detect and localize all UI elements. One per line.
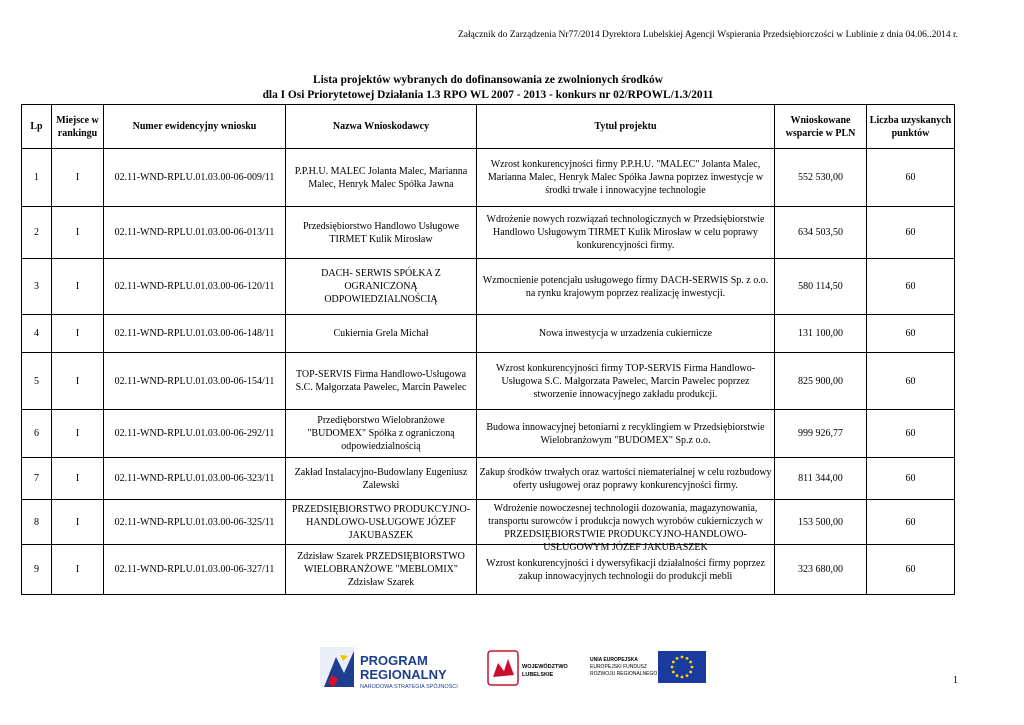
cell-numer: 02.11-WND-RPLU.01.03.00-06-292/11 — [104, 410, 286, 458]
cell-tytul: Wdrożenie nowych rozwiązań technologicznych w Przedsiębiorstwie Handlowo Usługowym TIRMET Kulik Mirosław w celu poprawy konkurencyjności firmy. — [477, 207, 775, 259]
col-header-numer: Numer ewidencyjny wniosku — [104, 105, 286, 149]
cell-numer: 02.11-WND-RPLU.01.03.00-06-009/11 — [104, 149, 286, 207]
table-row — [22, 410, 955, 458]
col-header-miejsce: Miejsce w rankingu — [52, 105, 104, 149]
cell-numer: 02.11-WND-RPLU.01.03.00-06-323/11 — [104, 458, 286, 500]
table-header-row — [22, 105, 955, 149]
cell-wsparcie: 825 900,00 — [775, 353, 867, 410]
cell-miejsce: I — [52, 545, 104, 595]
cell-punkty: 60 — [867, 410, 955, 458]
cell-wsparcie: 131 100,00 — [775, 315, 867, 353]
cell-lp: 1 — [22, 149, 52, 207]
col-header-punkty: Liczba uzyskanych punktów — [867, 105, 955, 149]
cell-punkty: 60 — [867, 353, 955, 410]
cell-wsparcie: 580 114,50 — [775, 259, 867, 315]
table-row — [22, 149, 955, 207]
cell-punkty: 60 — [867, 259, 955, 315]
col-header-lp: Lp — [22, 105, 52, 149]
eu-star-icon — [676, 657, 679, 660]
table-row — [22, 458, 955, 500]
col-header-wsparcie: Wnioskowane wsparcie w PLN — [775, 105, 867, 149]
col-header-tytul: Tytuł projektu — [477, 105, 775, 149]
woj-logo-line1: WOJEWÓDZTWO — [522, 664, 568, 670]
cell-punkty: 60 — [867, 207, 955, 259]
cell-nazwa: TOP-SERVIS Firma Handlowo-Usługowa S.C. Małgorzata Pawelec, Marcin Pawelec — [286, 353, 477, 410]
eu-star-icon — [681, 656, 684, 659]
col-header-nazwa: Nazwa Wnioskodawcy — [286, 105, 477, 149]
program-logo-line1: PROGRAM — [360, 653, 428, 668]
table-row — [22, 315, 955, 353]
cell-miejsce: I — [52, 207, 104, 259]
cell-nazwa: Przedięborstwo Wielobranżowe "BUDOMEX" Spółka z ograniczoną odpowiedzialnością — [286, 410, 477, 458]
cell-miejsce: I — [52, 259, 104, 315]
cell-miejsce: I — [52, 315, 104, 353]
cell-nazwa: P.P.H.U. MALEC Jolanta Malec, Marianna Malec, Henryk Malec Spółka Jawna — [286, 149, 477, 207]
cell-lp: 7 — [22, 458, 52, 500]
cell-punkty: 60 — [867, 458, 955, 500]
cell-numer: 02.11-WND-RPLU.01.03.00-06-013/11 — [104, 207, 286, 259]
program-logo-sub: NARODOWA STRATEGIA SPÓJNOŚCI — [360, 684, 458, 690]
cell-miejsce: I — [52, 149, 104, 207]
eu-star-icon — [671, 666, 674, 669]
cell-tytul: Nowa inwestycja w urzadzenia cukiernicze — [477, 315, 775, 353]
cell-wsparcie: 811 344,00 — [775, 458, 867, 500]
document-title — [0, 73, 976, 103]
title-line-1: Lista projektów wybranych do dofinansowania ze zwolnionych środków — [313, 74, 663, 86]
page-number: 1 — [953, 675, 958, 686]
cell-numer: 02.11-WND-RPLU.01.03.00-06-148/11 — [104, 315, 286, 353]
eu-star-icon — [672, 671, 675, 674]
cell-wsparcie: 999 926,77 — [775, 410, 867, 458]
title-line-2: dla I Osi Priorytetowej Działania 1.3 RPO WL 2007 - 2013 - konkurs nr 02/RPOWL/1.3/2011 — [262, 89, 714, 101]
unia-europejska-logo — [590, 651, 710, 685]
cell-miejsce: I — [52, 410, 104, 458]
eu-star-icon — [681, 676, 684, 679]
table-row — [22, 500, 955, 545]
cell-miejsce: I — [52, 500, 104, 545]
wojewodztwo-lubelskie-logo — [486, 649, 576, 689]
cell-wsparcie: 323 680,00 — [775, 545, 867, 595]
projects-table — [21, 104, 955, 595]
eu-star-icon — [686, 657, 689, 660]
cell-numer: 02.11-WND-RPLU.01.03.00-06-154/11 — [104, 353, 286, 410]
cell-lp: 6 — [22, 410, 52, 458]
program-logo-line2: REGIONALNY — [360, 667, 447, 682]
cell-lp: 3 — [22, 259, 52, 315]
cell-miejsce: I — [52, 353, 104, 410]
cell-lp: 5 — [22, 353, 52, 410]
cell-wsparcie: 634 503,50 — [775, 207, 867, 259]
eu-star-icon — [672, 661, 675, 664]
cell-numer: 02.11-WND-RPLU.01.03.00-06-325/11 — [104, 500, 286, 545]
tytul-text: Wdrożenie nowoczesnej technologii dozowania, magazynowania, transportu surowców i produkcja nowych wyrobów cukierniczych w PRZEDSIĘBIORSTWIE PRODUKCYJNO-HANDLOWO-USŁUGOWYM JÓZEF JAKUBASZEK — [488, 503, 763, 553]
cell-numer: 02.11-WND-RPLU.01.03.00-06-120/11 — [104, 259, 286, 315]
cell-miejsce: I — [52, 458, 104, 500]
cell-nazwa: Cukiernia Grela Michał — [286, 315, 477, 353]
eu-star-icon — [689, 671, 692, 674]
logos-footer — [0, 643, 1024, 703]
cell-lp: 8 — [22, 500, 52, 545]
table-row — [22, 207, 955, 259]
cell-lp: 2 — [22, 207, 52, 259]
eu-logo-line2: EUROPEJSKI FUNDUSZ — [590, 664, 647, 670]
table-row — [22, 353, 955, 410]
cell-wsparcie: 552 530,00 — [775, 149, 867, 207]
eu-logo-line3: ROZWOJU REGIONALNEGO — [590, 671, 658, 677]
cell-tytul: Wzrost konkurencyjności i dywersyfikacji działalności firmy poprzez zakup innowacyjnych technologii do produkcji mebli — [477, 545, 775, 595]
cell-tytul — [477, 500, 775, 553]
eu-star-icon — [689, 661, 692, 664]
cell-tytul: Wzrost konkurencyjności firmy TOP-SERVIS Firma Handlowo-Usługowa S.C. Małgorzata Pawelec, Marcin Pawelec poprzez stworzenie innowacyjnego zakładu produkcji. — [477, 353, 775, 410]
cell-punkty: 60 — [867, 545, 955, 595]
cell-nazwa — [286, 500, 477, 545]
woj-logo-line2: LUBELSKIE — [522, 672, 554, 678]
eu-star-icon — [686, 674, 689, 677]
cell-nazwa: DACH- SERWIS SPÓŁKA Z OGRANICZONĄ ODPOWIEDZIALNOŚCIĄ — [286, 259, 477, 315]
program-regionalny-logo — [318, 643, 468, 693]
cell-tytul: Zakup środków trwałych oraz wartości niematerialnej w celu rozbudowy oferty usługowej oraz poprawy konkurencyjności firmy. — [477, 458, 775, 500]
cell-nazwa: Zdzisław Szarek PRZEDSIĘBIORSTWO WIELOBRANŻOWE "MEBLOMIX" Zdzisław Szarek — [286, 545, 477, 595]
cell-wsparcie: 153 500,00 — [775, 500, 867, 545]
cell-nazwa: Przedsiębiorstwo Handlowo Usługowe TIRMET Kulik Mirosław — [286, 207, 477, 259]
cell-numer: 02.11-WND-RPLU.01.03.00-06-327/11 — [104, 545, 286, 595]
nazwa-text: PRZEDSIĘBIORSTWO PRODUKCYJNO-HANDLOWO-USŁUGOWE JÓZEF JAKUBASZEK — [291, 503, 471, 541]
woj-logo-shield — [488, 651, 518, 685]
cell-punkty: 60 — [867, 149, 955, 207]
table-row — [22, 259, 955, 315]
cell-lp: 9 — [22, 545, 52, 595]
cell-lp: 4 — [22, 315, 52, 353]
cell-punkty: 60 — [867, 315, 955, 353]
cell-nazwa: Zakład Instalacyjno-Budowlany Eugeniusz Zalewski — [286, 458, 477, 500]
cell-tytul: Wzmocnienie potencjału usługowego firmy DACH-SERWIS Sp. z o.o. na rynku krajowym poprzez realizację inwestycji. — [477, 259, 775, 315]
attachment-note: Załącznik do Zarządzenia Nr77/2014 Dyrektora Lubelskiej Agencji Wspierania Przedsiębiorczości w Lublinie z dnia 04.06..2014 r. — [458, 30, 958, 40]
cell-tytul: Wzrost konkurencyjności firmy P.P.H.U. "MALEC" Jolanta Malec, Marianna Malec, Henryk Malec Spółka Jawna poprzez inwestycje w środki trwałe i innowacyjne technologie — [477, 149, 775, 207]
eu-star-icon — [691, 666, 694, 669]
eu-star-icon — [676, 674, 679, 677]
eu-logo-line1: UNIA EUROPEJSKA — [590, 657, 638, 663]
cell-punkty: 60 — [867, 500, 955, 545]
cell-tytul: Budowa innowacyjnej betoniarni z recyklingiem w Przedsiębiorstwie Wielobranżowym "BUDOMEX" Sp.z o.o. — [477, 410, 775, 458]
table-row — [22, 545, 955, 595]
